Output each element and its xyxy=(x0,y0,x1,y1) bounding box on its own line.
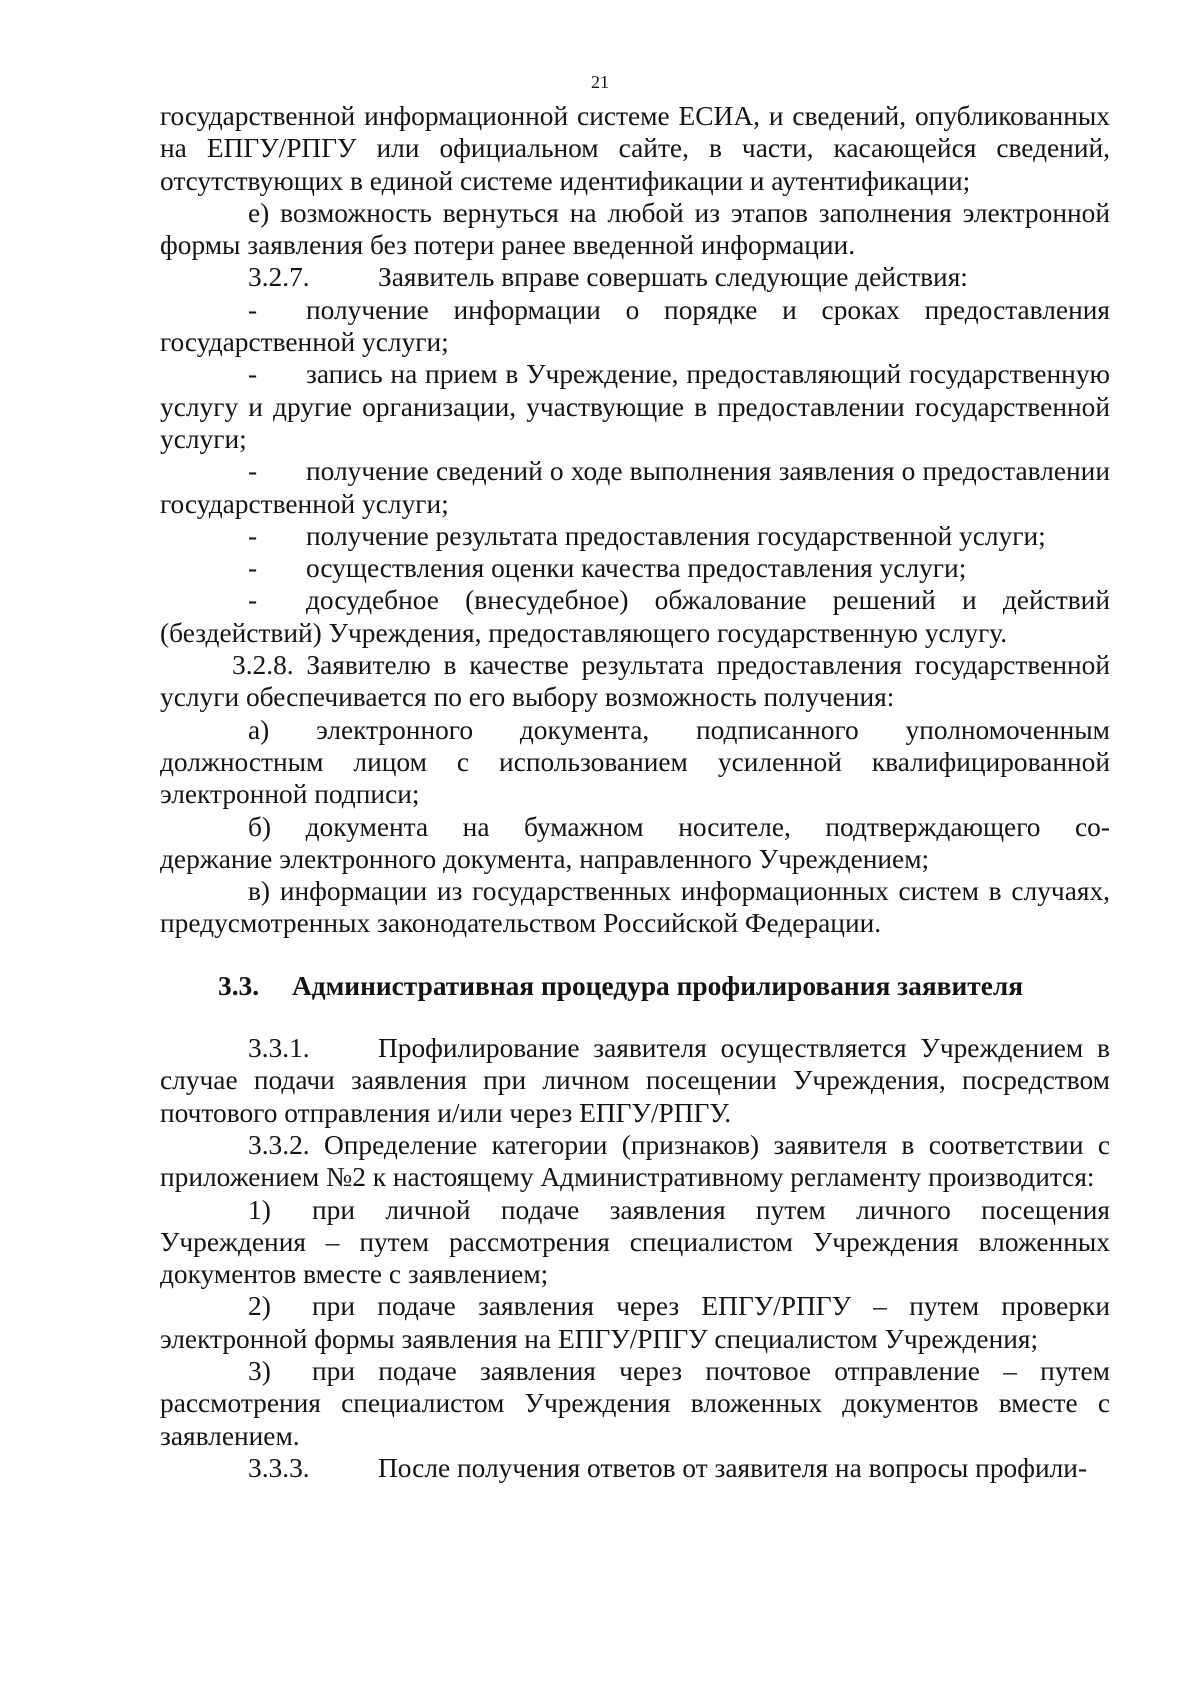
dash-item-text: осуществления оценки качества предоставления услуги; xyxy=(306,553,967,584)
dash-item-text: получение результата предоставления государственной услуги; xyxy=(306,520,1046,551)
dash-item xyxy=(160,294,1110,359)
item-3-3-3 xyxy=(160,1452,1110,1484)
sub-item-a: а) электронного документа, подписанного уполномоченным должностным лицом с использованием усиленной квалифицированной электронной подписи; xyxy=(160,714,1110,810)
sub-item-b-line2: держание электронного документа, направленного Учреждением; xyxy=(160,843,930,874)
section-heading xyxy=(160,970,1110,1002)
item-3-3-1-number: 3.3.1. xyxy=(248,1033,310,1064)
enum-item xyxy=(160,1194,1110,1291)
enum-item-text: при подаче заявления через почтовое отправление – путем рассмотрения специалистом Учреждения вложенных документов вместе с заявлением. xyxy=(160,1355,1110,1451)
sub-item-v: в) информации из государственных информационных систем в случаях, предусмотренных законодательством Российской Федерации. xyxy=(160,876,1110,939)
enum-marker: 1) xyxy=(248,1194,271,1225)
paragraph-item-e: е) возможность вернуться на любой из этапов заполнения электронной формы заявления без потери ранее введенной информации. xyxy=(160,197,1110,261)
dash-item xyxy=(160,358,1110,455)
dash-marker: - xyxy=(248,585,258,616)
document-body xyxy=(160,100,1110,1484)
item-3-2-7-text: Заявитель вправе совершать следующие действия: xyxy=(378,262,968,293)
dash-item-text: досудебное (внесудебное) обжалование решений и действий (бездействий) Учреждения, предоставляющего государственную услугу. xyxy=(160,585,1110,648)
dash-item-text: запись на прием в Учреждение, предоставляющий государственную услугу и другие организации, участвующие в предоставлении государственной услуги; xyxy=(160,359,1110,454)
dash-item xyxy=(160,584,1110,649)
enum-item xyxy=(160,1355,1110,1452)
paragraph-continuation: государственной информационной системе ЕСИА, и сведений, опубликованных на ЕПГУ/РПГУ или официальном сайте, в части, касающейся сведений, отсутствующих в единой системе идентификации и аутентификации; xyxy=(160,101,1110,196)
dash-item-text: получение сведений о ходе выполнения заявления о предоставлении государственной услуги; xyxy=(160,456,1110,519)
item-3-3-2: 3.3.2. Определение категории (признаков) заявителя в соответствии с приложением №2 к настоящему Административному регламенту производится: xyxy=(160,1129,1110,1193)
item-3-2-7-number: 3.2.7. xyxy=(248,262,310,293)
enum-marker: 3) xyxy=(248,1355,271,1386)
dash-item xyxy=(160,552,1110,584)
enum-item xyxy=(160,1290,1110,1355)
dash-marker: - xyxy=(248,294,258,325)
page-number: 21 xyxy=(591,72,609,92)
enum-marker: 2) xyxy=(248,1291,271,1322)
dash-marker: - xyxy=(248,553,258,584)
dash-marker: - xyxy=(248,520,258,551)
enum-item-text: при подаче заявления через ЕПГУ/РПГУ – путем проверки электронной формы заявления на ЕПГУ/РПГУ специалистом Учреждения; xyxy=(160,1291,1110,1354)
item-3-3-1 xyxy=(160,1032,1110,1129)
sub-item-b-line1: б) документа на бумажном носителе, подтверждающего со- xyxy=(248,811,1110,842)
section-heading-number: 3.3. xyxy=(218,970,260,1001)
dash-marker: - xyxy=(248,456,258,487)
section-heading-text: Административная процедура профилирования заявителя xyxy=(292,970,1024,1001)
dash-item-text: получение информации о порядке и сроках предоставления государственной услуги; xyxy=(160,294,1110,358)
enum-item-text: при личной подаче заявления путем личного посещения Учреждения – путем рассмотрения специалистом Учреждения вложенных документов вместе с заявлением; xyxy=(160,1194,1110,1290)
dash-marker: - xyxy=(248,359,258,390)
dash-item xyxy=(160,455,1110,520)
item-3-3-3-number: 3.3.3. xyxy=(248,1452,310,1483)
item-3-2-7 xyxy=(160,261,1110,293)
dash-item xyxy=(160,520,1110,552)
item-3-3-3-text: После получения ответов от заявителя на вопросы профили- xyxy=(378,1452,1088,1483)
item-3-2-8: 3.2.8. Заявителю в качестве результата предоставления государственной услуги обеспечивается по его выбору возможность получения: xyxy=(160,650,1110,713)
item-3-3-1-text: Профилирование заявителя осуществляется Учреждением в случае подачи заявления при личном посещении Учреждения, посредством почтового отправления и/или через ЕПГУ/РПГУ. xyxy=(160,1033,1110,1128)
